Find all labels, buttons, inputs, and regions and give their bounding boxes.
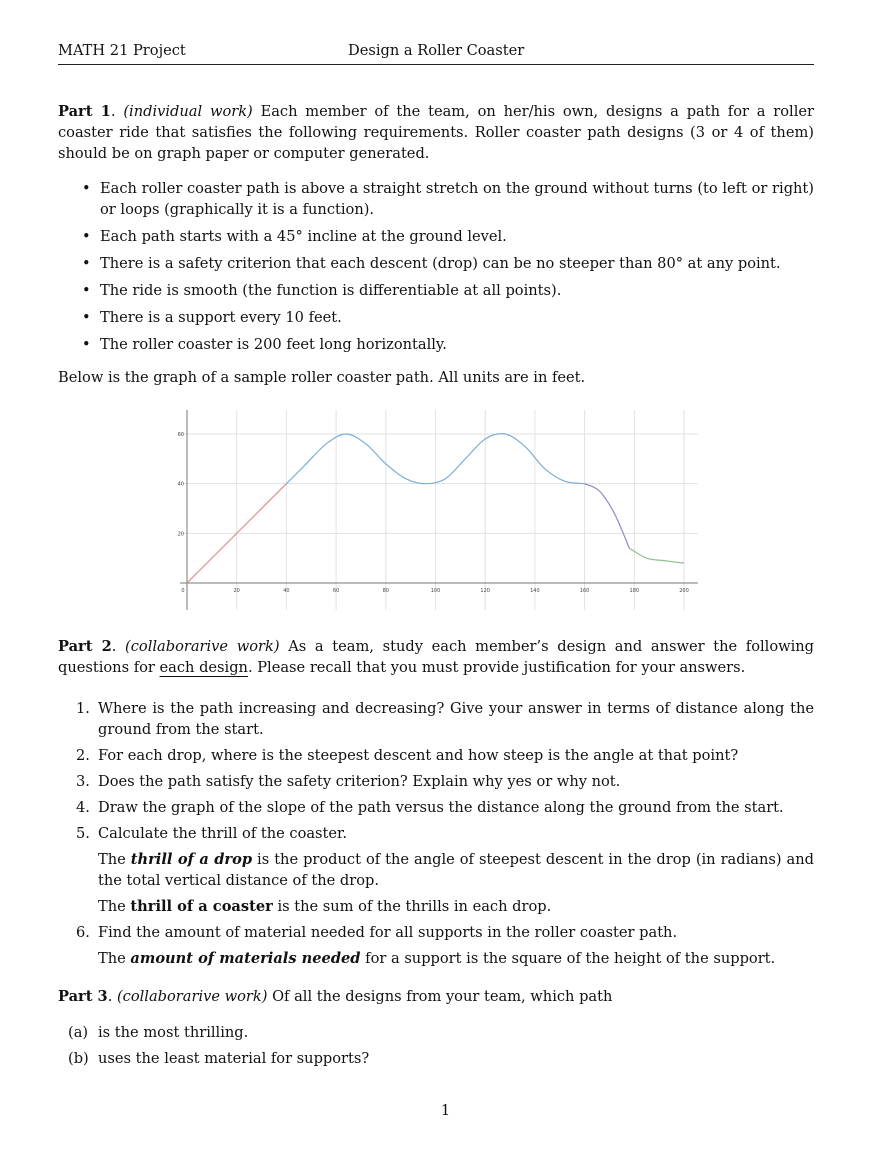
list-item	[76, 797, 814, 818]
x-tick-label: 100	[430, 588, 441, 594]
requirement-text: The ride is smooth (the function is differentiable at all points).	[100, 282, 562, 299]
x-tick-label: 160	[579, 588, 590, 594]
graph-caption: Below is the graph of a sample roller coaster path. All units are in feet.	[58, 369, 586, 386]
x-tick-label: 60	[332, 588, 340, 594]
list-item	[76, 922, 814, 969]
definition-term: thrill of a drop	[130, 851, 253, 868]
definition-term: amount of materials needed	[130, 950, 361, 967]
question-text: Find the amount of material needed for all supports in the roller coaster path.	[98, 924, 678, 941]
part2-text-a: As a team, study each member’s design and answer the following questions for	[58, 638, 815, 676]
list-item	[76, 698, 814, 740]
y-tick-label: 20	[177, 531, 184, 538]
bullet-icon: •	[82, 309, 91, 326]
chart-tick-labels	[178, 432, 689, 594]
x-tick-label: 0	[181, 588, 185, 594]
definition-text: for a support is the square of the height of the support.	[360, 950, 776, 967]
material-definition	[98, 948, 814, 969]
course-title: MATH 21 Project	[58, 42, 186, 59]
requirement-text: The roller coaster is 200 feet long horizontally.	[100, 336, 447, 353]
item-label: (a)	[68, 1024, 89, 1041]
definition-text: is the product of the angle of steepest descent in the drop (in radians) and the total vertical distance of the drop.	[98, 851, 814, 889]
x-tick-label: 200	[679, 588, 689, 594]
list-item	[68, 1048, 808, 1069]
part3-list	[68, 1022, 808, 1069]
definition-text: The	[98, 898, 131, 915]
question-text: Calculate the thrill of the coaster.	[98, 825, 348, 842]
bullet-icon: •	[82, 228, 91, 245]
thrill-drop-definition	[98, 849, 814, 891]
chart-axes	[177, 410, 698, 610]
question-number: 5.	[76, 825, 90, 842]
part1-text: Each member of the team, on her/his own, designs a path for a roller coaster ride that satisfies the following requirements. Roller coaster path designs (3 or 4 of them) should be on graph paper or computer generated.	[58, 103, 815, 162]
question-number: 6.	[76, 924, 90, 941]
list-item	[80, 334, 814, 355]
x-tick-label: 20	[233, 588, 240, 594]
project-title: Design a Roller Coaster	[348, 42, 525, 59]
item-text: is the most thrilling.	[98, 1024, 249, 1041]
y-tick-label: 60	[177, 432, 184, 438]
part1-note: (individual work)	[123, 103, 253, 120]
definition-text: The	[98, 950, 131, 967]
part3-intro: Part 3. (collaborarive work) Of all the designs from your team, which path	[58, 988, 613, 1005]
bullet-icon: •	[82, 180, 91, 197]
part2-text-b: . Please recall that you must provide justification for your answers.	[247, 659, 746, 676]
list-item	[80, 307, 814, 328]
x-tick-label: 120	[480, 588, 490, 594]
bullet-icon: •	[82, 336, 91, 353]
requirement-text: Each path starts with a 45° incline at the ground level.	[100, 228, 507, 245]
list-item	[76, 823, 814, 917]
questions-list	[76, 698, 814, 969]
thrill-coaster-definition	[98, 896, 814, 917]
bullet-icon: •	[82, 282, 91, 299]
list-item	[80, 178, 814, 220]
part3-label: Part 3	[58, 988, 108, 1005]
list-item	[80, 253, 814, 274]
list-item	[76, 771, 814, 792]
list-item	[80, 226, 814, 247]
x-tick-label: 140	[530, 588, 540, 594]
part2-label: Part 2	[58, 638, 112, 655]
page-number: 1	[440, 1102, 451, 1119]
part1-label: Part 1	[58, 103, 111, 120]
list-item	[76, 745, 814, 766]
requirements-list	[80, 178, 814, 355]
requirement-text: There is a safety criterion that each descent (drop) can be no steeper than 80° at any point.	[100, 255, 781, 272]
part3-note: (collaborarive work)	[116, 988, 268, 1005]
question-number: 4.	[76, 799, 90, 816]
part1-intro: Part 1. (individual work) Each member of the team, on her/his own, designs a path for a roller coaster ride that satisfies the following requirements. Roller coaster path designs (3 or 4 of them) should be on graph paper or computer generated.	[58, 103, 815, 162]
item-label: (b)	[68, 1050, 89, 1067]
question-number: 3.	[76, 773, 90, 790]
part2-intro: Part 2. (collaborarive work) As a team, study each member’s design and answer the following questions for each design. Please recall that you must provide justification for your answers.	[58, 638, 815, 676]
question-text: Does the path satisfy the safety criterion? Explain why yes or why not.	[98, 773, 621, 790]
question-text: For each drop, where is the steepest descent and how steep is the angle at that point?	[98, 747, 739, 764]
question-text: Draw the graph of the slope of the path versus the distance along the ground from the start.	[98, 799, 784, 816]
requirement-text: Each roller coaster path is above a straight stretch on the ground without turns (to left or right) or loops (graphically it is a function).	[100, 180, 814, 218]
x-tick-label: 40	[283, 588, 290, 594]
part3-text: Of all the designs from your team, which path	[272, 988, 613, 1005]
part2-note: (collaborarive work)	[125, 638, 280, 655]
list-item	[80, 280, 814, 301]
roller-coaster-chart	[0, 400, 891, 630]
requirement-text: There is a support every 10 feet.	[100, 309, 342, 326]
y-tick-label: 40	[177, 481, 184, 488]
definition-text: The	[98, 851, 131, 868]
list-item	[68, 1022, 808, 1043]
definition-term: thrill of a coaster	[130, 898, 273, 915]
definition-text: is the sum of the thrills in each drop.	[272, 898, 552, 915]
bullet-icon: •	[82, 255, 91, 272]
chart-grid	[177, 410, 698, 610]
question-number: 2.	[76, 747, 90, 764]
series-line-segment-4	[629, 548, 684, 563]
question-number: 1.	[76, 700, 90, 717]
page-header	[58, 42, 814, 65]
x-tick-label: 80	[382, 588, 389, 594]
question-text: Where is the path increasing and decreasing? Give your answer in terms of distance along the ground from the start.	[98, 700, 814, 738]
series-line-segment-3	[585, 484, 630, 549]
each-design-emphasis: each design	[159, 659, 248, 676]
x-tick-label: 180	[629, 588, 640, 594]
item-text: uses the least material for supports?	[98, 1050, 370, 1067]
